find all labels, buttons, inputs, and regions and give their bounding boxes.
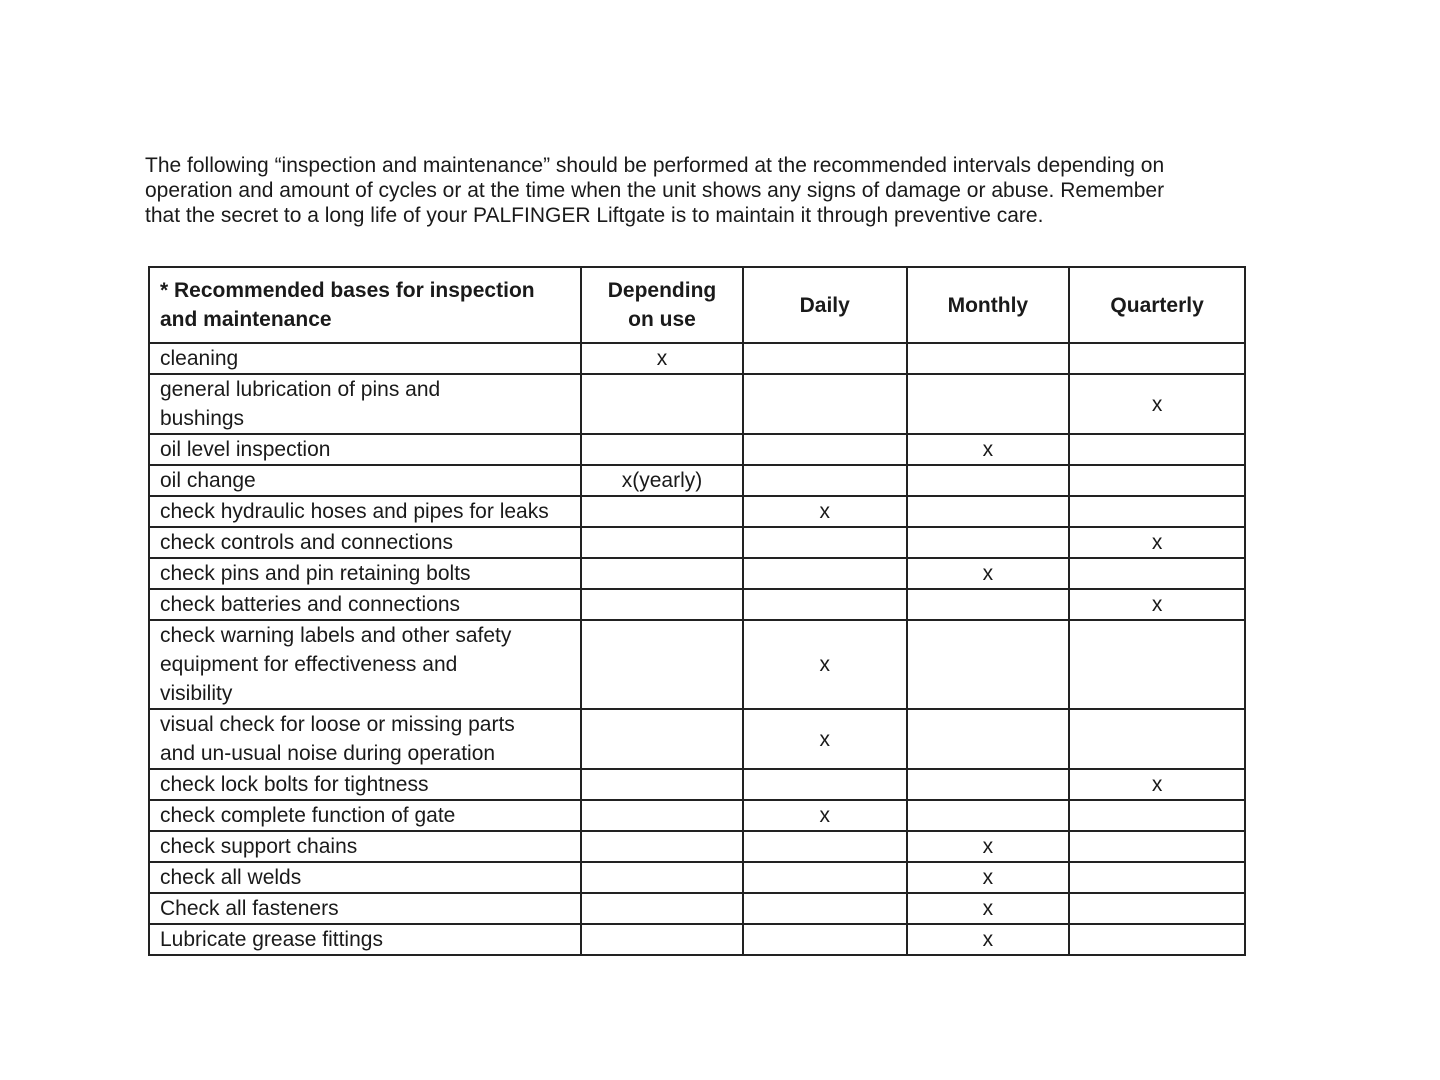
quarterly-cell: x [1069, 589, 1245, 620]
quarterly-cell [1069, 709, 1245, 769]
monthly-cell [907, 769, 1070, 800]
table-row [149, 831, 1245, 862]
daily-cell [743, 893, 907, 924]
daily-cell [743, 343, 907, 374]
table-row [149, 434, 1245, 465]
monthly-cell: x [907, 831, 1070, 862]
daily-cell [743, 589, 907, 620]
depending-cell: x [581, 343, 743, 374]
depending-cell [581, 496, 743, 527]
monthly-cell [907, 527, 1070, 558]
table-row [149, 558, 1245, 589]
monthly-cell: x [907, 862, 1070, 893]
task-cell: check lock bolts for tightness [149, 769, 581, 800]
daily-cell [743, 434, 907, 465]
quarterly-cell [1069, 800, 1245, 831]
table-row [149, 862, 1245, 893]
daily-cell: x [743, 496, 907, 527]
intro-line: that the secret to a long life of your PALFINGER Liftgate is to maintain it through preventive care. [145, 204, 1044, 227]
depending-cell [581, 924, 743, 955]
monthly-cell [907, 374, 1070, 434]
depending-cell [581, 434, 743, 465]
monthly-cell [907, 709, 1070, 769]
header-monthly: Monthly [907, 267, 1070, 343]
table-row [149, 374, 1245, 434]
depending-cell [581, 769, 743, 800]
intro-paragraph [145, 153, 1255, 228]
depending-cell [581, 527, 743, 558]
depending-cell: x(yearly) [581, 465, 743, 496]
quarterly-cell [1069, 343, 1245, 374]
task-cell: check controls and connections [149, 527, 581, 558]
quarterly-cell: x [1069, 769, 1245, 800]
depending-cell [581, 862, 743, 893]
monthly-cell [907, 496, 1070, 527]
depending-cell [581, 893, 743, 924]
quarterly-cell [1069, 831, 1245, 862]
daily-cell: x [743, 709, 907, 769]
table-row [149, 343, 1245, 374]
quarterly-cell: x [1069, 374, 1245, 434]
task-cell: cleaning [149, 343, 581, 374]
quarterly-cell [1069, 924, 1245, 955]
task-cell: visual check for loose or missing parts and un-usual noise during operation [149, 709, 581, 769]
table-row [149, 769, 1245, 800]
daily-cell [743, 924, 907, 955]
monthly-cell: x [907, 924, 1070, 955]
depending-cell [581, 558, 743, 589]
daily-cell [743, 831, 907, 862]
table-header-row [149, 267, 1245, 343]
task-cell: check batteries and connections [149, 589, 581, 620]
task-cell: check complete function of gate [149, 800, 581, 831]
table-row [149, 465, 1245, 496]
monthly-cell: x [907, 434, 1070, 465]
table-row [149, 800, 1245, 831]
monthly-cell [907, 620, 1070, 709]
quarterly-cell [1069, 558, 1245, 589]
table-row [149, 527, 1245, 558]
table-row [149, 496, 1245, 527]
table-row [149, 620, 1245, 709]
header-quarterly: Quarterly [1069, 267, 1245, 343]
monthly-cell [907, 800, 1070, 831]
quarterly-cell [1069, 862, 1245, 893]
daily-cell: x [743, 620, 907, 709]
task-cell: check warning labels and other safety equipment for effectiveness and visibility [149, 620, 581, 709]
task-cell: oil change [149, 465, 581, 496]
depending-cell [581, 831, 743, 862]
depending-cell [581, 589, 743, 620]
task-cell: check hydraulic hoses and pipes for leaks [149, 496, 581, 527]
header-daily: Daily [743, 267, 907, 343]
quarterly-cell [1069, 496, 1245, 527]
depending-cell [581, 374, 743, 434]
table-row [149, 709, 1245, 769]
depending-cell [581, 709, 743, 769]
task-cell: check support chains [149, 831, 581, 862]
quarterly-cell [1069, 465, 1245, 496]
table-row [149, 924, 1245, 955]
monthly-cell: x [907, 893, 1070, 924]
daily-cell [743, 862, 907, 893]
task-cell: Lubricate grease fittings [149, 924, 581, 955]
table-row [149, 589, 1245, 620]
depending-cell [581, 620, 743, 709]
depending-cell [581, 800, 743, 831]
daily-cell [743, 465, 907, 496]
intro-line: operation and amount of cycles or at the time when the unit shows any signs of damage or abuse. Remember [145, 179, 1165, 202]
task-cell: Check all fasteners [149, 893, 581, 924]
header-depending-on-use: Depending on use [581, 267, 743, 343]
quarterly-cell [1069, 434, 1245, 465]
monthly-cell [907, 343, 1070, 374]
monthly-cell [907, 589, 1070, 620]
daily-cell: x [743, 800, 907, 831]
intro-line: The following “inspection and maintenance” should be performed at the recommended intervals depending on [145, 154, 1165, 177]
quarterly-cell: x [1069, 527, 1245, 558]
daily-cell [743, 527, 907, 558]
header-task: * Recommended bases for inspection and maintenance [149, 267, 581, 343]
monthly-cell [907, 465, 1070, 496]
daily-cell [743, 374, 907, 434]
monthly-cell: x [907, 558, 1070, 589]
table-row [149, 893, 1245, 924]
quarterly-cell [1069, 620, 1245, 709]
task-cell: general lubrication of pins and bushings [149, 374, 581, 434]
task-cell: check pins and pin retaining bolts [149, 558, 581, 589]
task-cell: check all welds [149, 862, 581, 893]
daily-cell [743, 558, 907, 589]
daily-cell [743, 769, 907, 800]
maintenance-schedule-table [148, 266, 1246, 956]
quarterly-cell [1069, 893, 1245, 924]
task-cell: oil level inspection [149, 434, 581, 465]
